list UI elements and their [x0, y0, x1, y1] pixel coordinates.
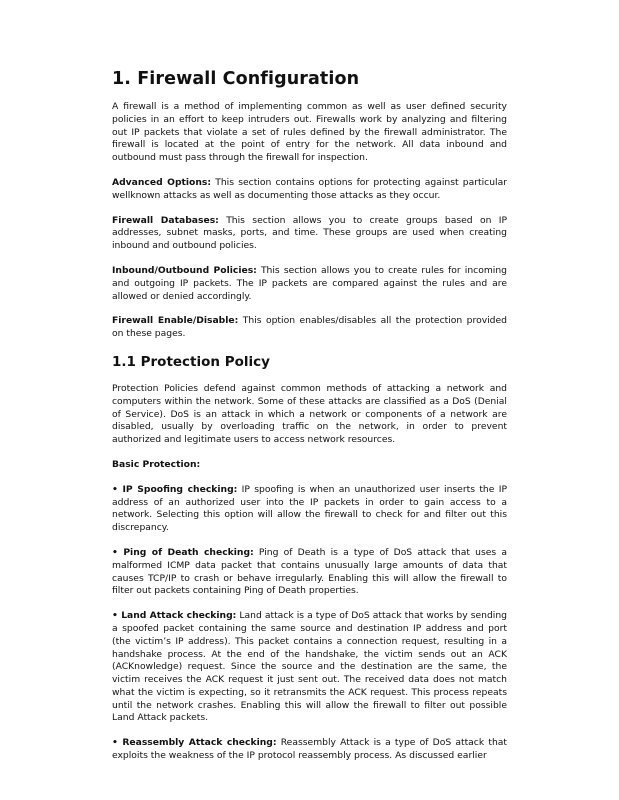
term-label: Advanced Options: — [112, 176, 212, 188]
bullet-term: IP Spoofing checking: — [117, 483, 238, 495]
basic-protection-heading: Basic Protection: — [112, 458, 201, 470]
bullet-icon: • — [112, 737, 118, 749]
bullet-description: IP spoofing is when an unauthorized user inserts the IP address of an authorized user into the IP packets in order to gain access to a network. Selecting this option will allow the firewall to check for and filter out this discrepancy. — [112, 483, 507, 534]
document-page — [112, 68, 507, 775]
term-description: This section contains options for protecting against particular wellknown attacks as well as documenting those attacks as they occur. — [112, 176, 507, 201]
bullet-term: Ping of Death checking: — [117, 546, 254, 558]
term-description: This option enables/disables all the protection provided on these pages. — [112, 315, 508, 340]
section-heading-protection-policy: 1.1 Protection Policy — [112, 353, 270, 370]
bullet-icon: • — [112, 483, 118, 495]
protection-policy-intro: Protection Policies defend against common methods of attacking a network and computers within the network. Some of these attacks are classified as a DoS (Denial of Service). DoS is an attack in which a network or components of a network are disabled, usually by overloading traffic on the network, in order to prevent authorized and legitimate users to access network resources. — [112, 382, 507, 446]
term-label: Firewall Databases: — [112, 214, 219, 226]
term-description: This section allows you to create groups based on IP addresses, subnet masks, ports, and time. These groups are used when creating inbound and outbound policies. — [112, 214, 507, 252]
land-attack-bullet — [112, 610, 507, 725]
term-label: Inbound/Outbound Policies: — [112, 264, 257, 276]
bullet-icon: • — [112, 546, 118, 558]
term-label: Firewall Enable/Disable: — [112, 315, 239, 327]
intro-paragraph: A firewall is a method of implementing common as well as user defined security policies in an effort to keep intruders out. Firewalls work by analyzing and filtering out IP packets that violate a set of rules defined by the firewall administrator. The firewall is located at the point of entry for the network. All data inbound and outbound must pass through the firewall for inspection. — [112, 101, 507, 164]
bullet-description: Ping of Death is a type of DoS attack that uses a malformed ICMP data packet that contains unusually large amounts of data that causes TCP/IP to crash or behave irregularly. Enabling this will allow the firewall to filter out packets containing Ping of Death properties. — [112, 546, 508, 597]
basic-protection-label — [112, 459, 507, 472]
firewall-databases-paragraph — [112, 215, 507, 253]
section-heading-firewall-configuration: 1. Firewall Configuration — [112, 69, 360, 89]
bullet-term: Land Attack checking: — [117, 610, 237, 622]
term-description: This section allows you to create rules for incoming and outgoing IP packets. The IP packets are compared against the rules and are allowed or denied accordingly. — [112, 264, 507, 302]
advanced-options-paragraph — [112, 177, 507, 203]
bullet-description: Land attack is a type of DoS attack that works by sending a spoofed packet containing the same source and destination IP address and port (the victim’s IP address). This packet contains a connection request, resulting in a handshake process. At the end of the handshake, the victim sends out an ACK (ACKnowledge) request. Since the source and the destination are the same, the victim receives the ACK request it just sent out. The received data does not match what the victim is expecting, so it retransmits the ACK request. This process repeats until the network crashes. Enabling this will allow the firewall to filter out possible Land Attack packets. — [112, 610, 507, 724]
bullet-term: Reassembly Attack checking: — [117, 737, 277, 749]
firewall-enable-disable-paragraph — [112, 315, 507, 341]
bullet-description: Reassembly Attack is a type of DoS attack that exploits the weakness of the IP protocol reassembly process. As discussed earlier — [112, 737, 507, 762]
inbound-outbound-policies-paragraph — [112, 265, 507, 303]
ip-spoofing-bullet — [112, 484, 507, 535]
bullet-icon: • — [112, 610, 118, 622]
reassembly-attack-bullet — [112, 737, 507, 763]
ping-of-death-bullet — [112, 547, 507, 598]
